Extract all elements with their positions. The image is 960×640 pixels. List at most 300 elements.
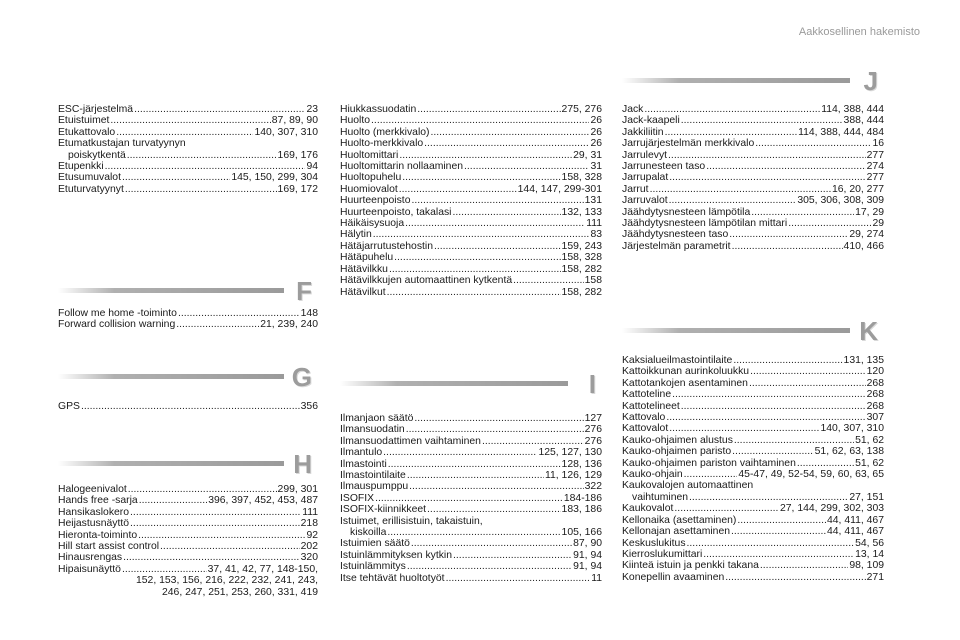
index-entry-pages: 320 xyxy=(300,552,318,564)
index-entry-pages: 183, 186 xyxy=(561,504,602,516)
index-entry-pages: 51, 62 xyxy=(855,434,884,446)
index-entry xyxy=(58,401,318,412)
index-column-3 xyxy=(622,0,884,640)
index-entry xyxy=(340,481,602,492)
index-entry xyxy=(340,172,602,183)
index-entry-pages: 276 xyxy=(584,435,602,447)
leader-dots xyxy=(81,401,300,412)
index-entry-pages: 268 xyxy=(866,400,884,412)
index-entry xyxy=(622,389,884,400)
index-entry-pages: 27, 144, 299, 302, 303 xyxy=(780,503,884,515)
index-entry xyxy=(340,504,602,515)
index-entry-term: Ilmansuodatin xyxy=(340,424,405,436)
index-column-2 xyxy=(340,0,602,640)
leader-dots xyxy=(797,458,854,469)
section-header-j xyxy=(622,66,884,102)
leader-dots xyxy=(128,484,277,495)
index-entry-pages: 87, 90 xyxy=(573,538,602,550)
index-entry xyxy=(340,447,602,458)
index-entry-term: ESC-järjestelmä xyxy=(58,104,134,115)
leader-dots xyxy=(407,470,544,481)
section-divider xyxy=(58,288,284,293)
leader-dots xyxy=(434,241,561,252)
index-entry-pages: 11 xyxy=(591,572,602,584)
index-entry-pages: 27, 151 xyxy=(849,491,884,503)
index-entry-term: Kauko-ohjaimen paristo xyxy=(622,446,732,458)
index-entry-pages: 169, 176 xyxy=(277,149,318,161)
leader-dots xyxy=(725,572,865,583)
index-entry-pages: 271 xyxy=(866,571,884,583)
index-entry xyxy=(58,161,318,172)
index-entry xyxy=(340,436,602,447)
index-entry-pages: 31 xyxy=(590,161,602,173)
leader-dots xyxy=(751,207,854,218)
index-entry-pages: 37, 41, 42, 77, 148-150, xyxy=(207,563,318,575)
index-entry-term: Jarruvalot xyxy=(622,195,668,207)
index-entry-pages: 111 xyxy=(302,506,318,518)
leader-dots xyxy=(760,560,848,571)
index-entry-pages: 54, 56 xyxy=(855,537,884,549)
index-entry xyxy=(622,480,884,503)
index-entry-term: Itse tehtävät huoltotyöt xyxy=(340,572,445,584)
index-entry-pages: 275, 276 xyxy=(561,104,602,115)
index-entry-pages: 158, 282 xyxy=(561,263,602,275)
index-entry xyxy=(622,104,884,115)
index-entry xyxy=(622,229,884,240)
index-entry-term: Etumatkustajan turvatyynyn xyxy=(58,138,186,150)
section-header-g xyxy=(58,362,318,398)
index-entry-term: Ilmastointi xyxy=(340,458,387,470)
index-entry-pages: 44, 411, 467 xyxy=(826,526,884,538)
index-entry-pages: 132, 133 xyxy=(561,206,602,218)
index-entry-pages: 125, 127, 130 xyxy=(538,447,602,459)
section-letter: F xyxy=(296,276,312,306)
index-entry-term: Huoltomittari xyxy=(340,149,399,161)
index-entry-pages: 16, 20, 277 xyxy=(832,183,884,195)
index-entry xyxy=(622,560,884,571)
index-entry xyxy=(340,207,602,218)
section-h-entries-cont xyxy=(340,104,602,298)
index-entry-pages: 29, 31 xyxy=(573,149,602,161)
index-entry-pages-continued: 246, 247, 251, 253, 260, 331, 419 xyxy=(162,586,318,598)
leader-dots xyxy=(446,573,591,584)
index-entry-term: Huurteenpoisto xyxy=(340,195,411,207)
index-entry xyxy=(622,515,884,526)
index-entry-subterm: poiskytkentä xyxy=(68,149,126,161)
index-entry-term: Hipaisunäyttö xyxy=(58,563,121,575)
index-entry xyxy=(622,549,884,560)
index-entry-pages: 51, 62 xyxy=(855,457,884,469)
index-entry-pages: 114, 388, 444, 484 xyxy=(798,126,884,138)
index-entry-term: ISOFIX-kiinnikkeet xyxy=(340,504,427,516)
index-entry-term: Jack xyxy=(622,104,644,115)
index-entry xyxy=(622,412,884,423)
index-entry-pages: 131 xyxy=(584,195,602,207)
index-entry-pages: 94 xyxy=(306,161,318,173)
index-entry-pages: 83 xyxy=(590,229,602,241)
index-entry xyxy=(622,446,884,457)
index-entry xyxy=(58,530,318,541)
section-letter: G xyxy=(291,362,312,392)
leader-dots xyxy=(687,538,855,549)
index-entry-term: Huolto (merkkivalo) xyxy=(340,126,430,138)
index-entry-term: Etukattovalo xyxy=(58,126,116,138)
index-entry-pages: 127 xyxy=(584,413,602,424)
leader-dots xyxy=(122,172,230,183)
leader-dots xyxy=(669,172,865,183)
index-entry xyxy=(622,423,884,434)
leader-dots xyxy=(755,138,871,149)
index-entry xyxy=(340,229,602,240)
index-entry xyxy=(622,127,884,138)
leader-dots xyxy=(684,469,738,480)
index-entry xyxy=(622,172,884,183)
index-entry-pages: 26 xyxy=(590,126,602,138)
index-entry-term: Hinausrengas xyxy=(58,552,123,564)
index-entry xyxy=(622,435,884,446)
index-entry-term: Kierroslukumittari xyxy=(622,548,703,560)
index-entry-term: Halogeenivalot xyxy=(58,484,127,495)
index-entry-pages: 140, 307, 310 xyxy=(254,126,318,138)
section-letter: H xyxy=(293,449,312,479)
index-entry xyxy=(622,184,884,195)
page-header-title: Aakkosellinen hakemisto xyxy=(798,26,920,38)
index-entry-term: Kiinteä istuin ja penkki takana xyxy=(622,560,759,572)
index-entry-term: Jarrupalat xyxy=(622,172,669,184)
index-entry xyxy=(58,172,318,183)
index-entry-term: Hands free -sarja xyxy=(58,495,138,507)
index-entry-term: Ilmastointilaite xyxy=(340,470,406,482)
leader-dots xyxy=(411,195,583,206)
leader-dots xyxy=(732,446,813,457)
index-entry-term: Jäähdytysnesteen lämpötila xyxy=(622,206,751,218)
leader-dots xyxy=(116,127,253,138)
leader-dots xyxy=(405,218,585,229)
leader-dots xyxy=(464,161,589,172)
index-entry xyxy=(622,572,884,583)
index-entry xyxy=(58,507,318,518)
index-entry-pages: 305, 306, 308, 309 xyxy=(797,195,884,207)
index-entry xyxy=(340,195,602,206)
index-entry-term: Etupenkki xyxy=(58,161,104,173)
index-entry-pages: 45-47, 49, 52-54, 59, 60, 63, 65 xyxy=(738,469,884,481)
index-entry-term: Kauko-ohjaimen pariston vaihtaminen xyxy=(622,457,796,469)
index-entry-term: Etuistuimet xyxy=(58,115,110,127)
index-entry-pages: 158 xyxy=(584,275,602,287)
index-entry xyxy=(622,378,884,389)
index-entry-term: Huoltomittarin nollaaminen xyxy=(340,161,464,173)
index-entry-subterm: kiskoilla xyxy=(350,527,387,539)
leader-dots xyxy=(409,481,584,492)
index-entry-pages: 29 xyxy=(872,218,884,230)
index-entry-pages: 218 xyxy=(300,518,318,530)
index-entry-term: Konepellin avaaminen xyxy=(622,571,725,583)
index-entry xyxy=(340,275,602,286)
section-k-entries xyxy=(622,355,884,583)
index-entry xyxy=(340,561,602,572)
index-entry-pages: 396, 397, 452, 453, 487 xyxy=(208,495,318,507)
index-entry xyxy=(340,241,602,252)
index-entry xyxy=(340,413,602,424)
index-entry-pages: 26 xyxy=(590,138,602,150)
index-entry-pages: 322 xyxy=(584,481,602,493)
index-entry xyxy=(622,401,884,412)
leader-dots xyxy=(689,492,848,503)
index-column-1 xyxy=(58,0,318,640)
leader-dots xyxy=(134,104,305,115)
section-divider xyxy=(58,374,284,379)
index-entry-term: Keskuslukitus xyxy=(622,537,686,549)
leader-dots xyxy=(399,150,572,161)
leader-dots xyxy=(105,161,306,172)
index-entry-term: Jarrut xyxy=(622,183,649,195)
index-entry-term: Istuinlämmityksen kytkin xyxy=(340,549,453,561)
index-entry-term: Kattotelineet xyxy=(622,400,680,412)
index-entry-pages: 111 xyxy=(586,218,602,230)
leader-dots xyxy=(414,413,583,424)
index-entry xyxy=(58,115,318,126)
leader-dots xyxy=(373,229,590,240)
leader-dots xyxy=(668,150,866,161)
leader-dots xyxy=(387,287,561,298)
index-entry xyxy=(622,115,884,126)
index-entry-term: Kaukovalot xyxy=(622,503,674,515)
index-entry xyxy=(622,161,884,172)
index-entry-term: Järjestelmän parametrit xyxy=(622,240,731,252)
index-entry-term: Huurteenpoisto, takalasi xyxy=(340,206,452,218)
index-entry xyxy=(622,526,884,537)
index-entry-term: Hätävilkut xyxy=(340,286,386,298)
index-entry-term: Jäähdytysnesteen lämpötilan mittari xyxy=(622,218,788,230)
index-entry-term: Kaksialueilmastointilaite xyxy=(622,355,733,366)
leader-dots xyxy=(732,241,843,252)
section-h-entries xyxy=(58,484,318,598)
index-entry-pages: 128, 136 xyxy=(561,458,602,470)
leader-dots xyxy=(127,150,277,161)
index-entry-pages: 140, 307, 310 xyxy=(820,423,884,435)
index-entry-pages: 159, 243 xyxy=(561,240,602,252)
leader-dots xyxy=(110,115,270,126)
index-entry-pages: 114, 388, 444 xyxy=(821,104,884,115)
leader-dots xyxy=(452,207,560,218)
index-entry-term: Follow me home -toiminto xyxy=(58,308,177,319)
index-entry-pages: 274 xyxy=(866,161,884,173)
index-entry xyxy=(340,161,602,172)
index-entry xyxy=(58,518,318,529)
leader-dots xyxy=(674,503,779,514)
leader-dots xyxy=(125,184,277,195)
leader-dots xyxy=(681,401,866,412)
section-header-k xyxy=(622,316,884,352)
index-entry xyxy=(58,564,318,598)
section-j-entries xyxy=(622,104,884,252)
index-entry-term: Kauko-ohjaimen alustus xyxy=(622,434,733,446)
index-entry-pages: 144, 147, 299-301 xyxy=(517,183,602,195)
index-entry-term: Hätäpuhelu xyxy=(340,252,394,264)
index-entry xyxy=(340,218,602,229)
leader-dots xyxy=(427,504,561,515)
index-entry-term: Kattotankojen asentaminen xyxy=(622,377,748,389)
index-entry xyxy=(622,503,884,514)
leader-dots xyxy=(406,424,584,435)
leader-dots xyxy=(417,104,560,115)
leader-dots xyxy=(123,552,300,563)
index-entry-pages: 131, 135 xyxy=(843,355,884,366)
leader-dots xyxy=(672,389,866,400)
index-entry xyxy=(340,550,602,561)
leader-dots xyxy=(703,549,854,560)
index-entry-term: Hieronta-toiminto xyxy=(58,529,138,541)
leader-dots xyxy=(139,495,208,506)
index-entry xyxy=(622,138,884,149)
index-entry-pages: 158, 282 xyxy=(561,286,602,298)
leader-dots xyxy=(130,507,301,518)
index-entry-term: Ilmansuodattimen vaihtaminen xyxy=(340,435,481,447)
index-entry-term: Jack-kaapeli xyxy=(622,115,680,127)
section-divider xyxy=(340,381,568,386)
index-entry xyxy=(622,207,884,218)
index-entry-term: Kattoikkunan aurinkoluukku xyxy=(622,366,750,378)
index-entry-term: Kellonajan asettaminen xyxy=(622,526,731,538)
index-entry-term: ISOFIX xyxy=(340,492,375,504)
section-divider xyxy=(622,78,850,83)
index-entry-term: Huoltopuhelu xyxy=(340,172,402,184)
section-divider xyxy=(58,461,284,466)
leader-dots xyxy=(650,184,831,195)
index-entry-pages: 105, 166 xyxy=(561,527,602,539)
index-entry-pages: 158, 328 xyxy=(561,172,602,184)
index-entry-pages: 277 xyxy=(866,172,884,184)
section-divider xyxy=(622,328,850,333)
index-entry-term: Ilmantulo xyxy=(340,447,383,459)
index-entry xyxy=(622,218,884,229)
index-entry-pages: 16 xyxy=(872,138,884,150)
leader-dots xyxy=(407,561,572,572)
index-entry-term: Huolto-merkkivalo xyxy=(340,138,424,150)
index-entry-pages: 169, 172 xyxy=(277,183,318,195)
index-entry-pages: 44, 411, 467 xyxy=(826,514,884,526)
index-entry-pages: 276 xyxy=(584,424,602,436)
section-header-h xyxy=(58,449,318,485)
index-entry xyxy=(58,495,318,506)
index-entry-term: Hätävilkkujen automaattinen kytkentä xyxy=(340,275,513,287)
index-entry-pages: 120 xyxy=(866,366,884,378)
index-entry xyxy=(340,424,602,435)
index-entry-term: Hansikaslokero xyxy=(58,506,130,518)
index-entry xyxy=(622,150,884,161)
index-entry-term: Häikäisysuoja xyxy=(340,218,405,230)
index-entry-pages: 92 xyxy=(306,529,318,541)
index-entry-pages: 158, 328 xyxy=(561,252,602,264)
index-entry xyxy=(58,308,318,319)
section-g-entries xyxy=(58,401,318,412)
index-entry-pages: 21, 239, 240 xyxy=(260,319,318,331)
leader-dots xyxy=(399,184,517,195)
index-entry-subterm: vaihtuminen xyxy=(632,491,689,503)
index-entry xyxy=(58,552,318,563)
index-entry xyxy=(622,366,884,377)
index-entry xyxy=(58,541,318,552)
leader-dots xyxy=(750,366,866,377)
index-entry-term: GPS xyxy=(58,401,80,412)
leader-dots xyxy=(130,518,300,529)
leader-dots xyxy=(681,115,843,126)
leader-dots xyxy=(749,378,866,389)
index-entry-pages: 410, 466 xyxy=(843,240,884,252)
index-entry-pages: 17, 29 xyxy=(855,206,884,218)
leader-dots xyxy=(178,308,300,319)
index-entry xyxy=(340,470,602,481)
index-entry xyxy=(340,104,602,115)
leader-dots xyxy=(644,104,820,115)
leader-dots xyxy=(431,127,590,138)
index-entry xyxy=(622,355,884,366)
index-entry xyxy=(340,252,602,263)
leader-dots xyxy=(453,550,572,561)
leader-dots xyxy=(665,127,798,138)
index-entry-term: Heijastusnäyttö xyxy=(58,518,130,530)
index-entry xyxy=(58,319,318,330)
index-entry-term: Ilmauspumppu xyxy=(340,481,409,493)
section-e-entries xyxy=(58,104,318,195)
index-entry xyxy=(58,104,318,115)
section-i-entries xyxy=(340,413,602,584)
section-f-entries xyxy=(58,308,318,331)
leader-dots xyxy=(733,355,842,366)
leader-dots xyxy=(731,526,826,537)
section-letter: J xyxy=(863,66,878,96)
leader-dots xyxy=(729,229,848,240)
index-entry-pages: 91, 94 xyxy=(573,561,602,573)
section-header-i xyxy=(340,369,602,405)
index-entry-term: Hätävilkku xyxy=(340,263,388,275)
index-entry-pages: 148 xyxy=(300,308,318,319)
index-entry-term: Hiukkassuodatin xyxy=(340,104,417,115)
leader-dots xyxy=(669,423,819,434)
index-entry-term: Kattovalo xyxy=(622,412,666,424)
leader-dots xyxy=(383,447,537,458)
index-entry xyxy=(340,493,602,504)
index-entry-pages: 307 xyxy=(866,412,884,424)
index-entry-term: Jakkiliitin xyxy=(622,126,664,138)
leader-dots xyxy=(734,435,854,446)
index-entry-term: Jarrujärjestelmän merkkivalo xyxy=(622,138,755,150)
index-entry-term: Huomiovalot xyxy=(340,183,398,195)
leader-dots xyxy=(388,459,561,470)
leader-dots xyxy=(387,527,560,538)
index-entry xyxy=(622,241,884,252)
index-entry-pages-continued: 152, 153, 156, 216, 222, 232, 241, 243, xyxy=(136,575,318,587)
index-entry xyxy=(58,127,318,138)
index-entry xyxy=(340,127,602,138)
index-entry-term: Jäähdytysnesteen taso xyxy=(622,229,729,241)
index-entry xyxy=(58,484,318,495)
index-entry-pages: 268 xyxy=(866,377,884,389)
index-entry xyxy=(340,150,602,161)
leader-dots xyxy=(138,530,305,541)
leader-dots xyxy=(411,538,572,549)
leader-dots xyxy=(513,275,584,286)
index-entry-term: Kauko-ohjain xyxy=(622,469,683,481)
index-entry xyxy=(340,264,602,275)
index-entry-pages: 356 xyxy=(300,401,318,412)
index-entry xyxy=(340,459,602,470)
index-entry-pages: 202 xyxy=(300,541,318,553)
index-entry-pages: 26 xyxy=(590,115,602,127)
index-entry-pages: 268 xyxy=(866,389,884,401)
index-entry xyxy=(622,195,884,206)
leader-dots xyxy=(402,172,560,183)
